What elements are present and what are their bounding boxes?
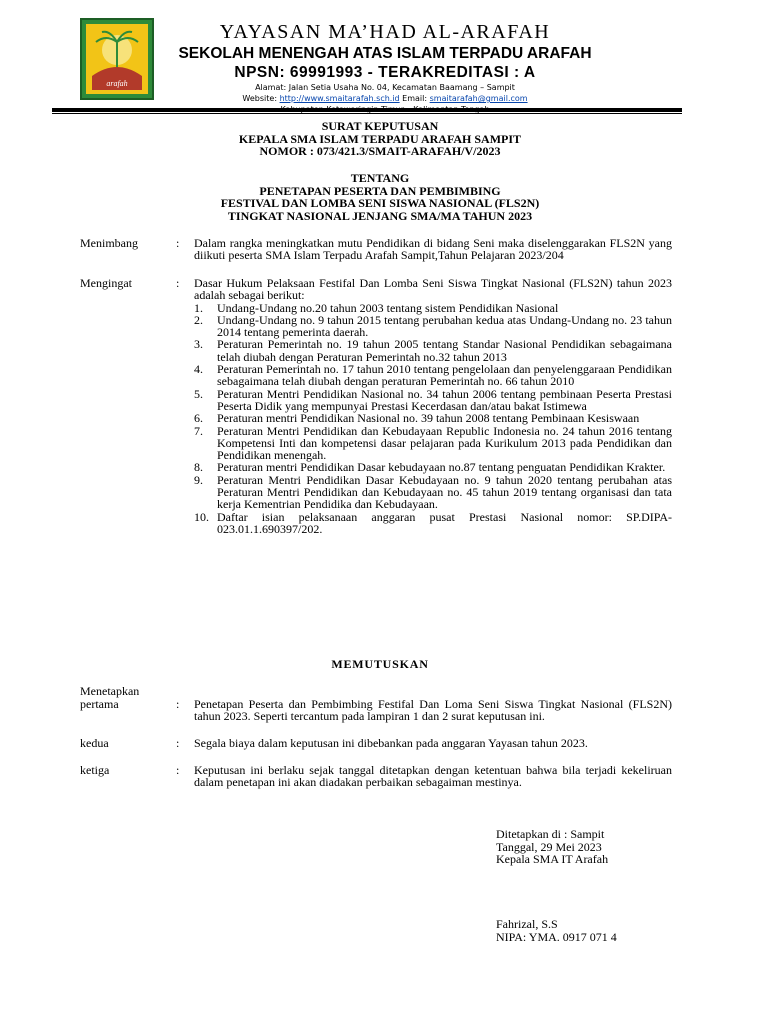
logo-text: arafah xyxy=(106,79,128,88)
decree-number: NOMOR : 073/421.3/SMAIT-ARAFAH/V/2023 xyxy=(259,144,501,158)
list-item: 8. Peraturan mentri Pendidikan Dasar kebudayaan no.87 tentang penguatan Pendidikan Krakter. xyxy=(194,460,666,475)
email-link[interactable]: smaitarafah@gmail.com xyxy=(429,94,528,103)
legal-basis-list xyxy=(194,302,672,536)
contact-line xyxy=(160,93,610,104)
list-item: 7. Peraturan Mentri Pendidikan dan Kebudayaan Republic Indonesia no. 24 tahun 2016 tentang Kompetensi Inti dan kompetensi dasar pelajaran pada Kurikulum 2013 pada Pendidikan dan Pendidikan menengah. xyxy=(194,423,672,463)
signature-block xyxy=(496,828,608,866)
mengingat-body xyxy=(194,277,672,535)
decree-title xyxy=(80,120,680,158)
menimbang-label: Menimbang xyxy=(80,236,138,250)
decree-issuer: KEPALA SMA ISLAM TERPADU ARAFAH SAMPIT xyxy=(238,131,522,146)
colon: : xyxy=(176,276,180,290)
decree-title-line: SURAT KEPUTUSAN xyxy=(321,119,439,133)
foundation-name: YAYASAN MA’HAD AL-ARAFAH xyxy=(219,21,551,43)
subject-line: TINGKAT NASIONAL JENJANG SMA/MA TAHUN 2023 xyxy=(227,208,533,223)
decision-label: ketiga xyxy=(80,763,110,777)
signature-place: Ditetapkan di : Sampit xyxy=(496,827,605,841)
list-item: 3. Peraturan Pemerintah no. 19 tahun 2005 tentang Standar Nasional Pendidikan sebagaimana telah diubah dengan Peraturan Pemerintah no.32 tahun 2013 xyxy=(194,337,672,364)
letterhead xyxy=(160,20,610,115)
decree-subject xyxy=(80,172,680,222)
decision-text: Penetapan Peserta dan Pembimbing Festifal Dan Loma Seni Siswa Tingkat Nasional (FLS2N) tahun 2023. Seperti tercantum pada lampiran 1 dan 2 surat keputusan ini. xyxy=(194,697,672,724)
signatory-nipa: NIPA: YMA. 0917 071 4 xyxy=(496,929,617,944)
school-logo xyxy=(80,18,154,100)
list-item: 5. Peraturan Mentri Pendidikan Nasional no. 34 tahun 2006 tentang pembinaan Peserta Prestasi Peserta Didik yang mempunyai Prestasi Kecerdasan dan/atau bakat Istimewa xyxy=(194,386,672,413)
subject-line: FESTIVAL DAN LOMBA SENI SISWA NASIONAL (FLS2N) xyxy=(220,196,540,210)
website-label: Website: xyxy=(242,94,280,103)
letterhead-divider-thin xyxy=(52,113,682,114)
colon: : xyxy=(176,697,180,711)
signatory-name: Fahrizal, S.S xyxy=(496,917,558,931)
colon: : xyxy=(176,236,180,250)
email-label: Email: xyxy=(399,94,430,103)
list-item: 4. Peraturan Pemerintah no. 17 tahun 2010 tentang pengelolaan dan penyelenggaraan Pendidikan sebagaimana telah diubah dengan peraturan Pemerintah no. 66 tahun 2010 xyxy=(194,362,672,389)
memutuskan-heading: MEMUTUSKAN xyxy=(331,657,429,671)
decision-label: kedua xyxy=(80,736,109,750)
npsn-accreditation: NPSN: 69991993 - TERAKREDITASI : A xyxy=(234,64,536,81)
decision-text: Segala biaya dalam keputusan ini dibebankan pada anggaran Yayasan tahun 2023. xyxy=(194,736,588,750)
subject-line: PENETAPAN PESERTA DAN PEMBIMBING xyxy=(259,183,501,198)
subject-tentang: TENTANG xyxy=(350,171,410,185)
colon: : xyxy=(176,736,180,750)
list-item: 6. Peraturan mentri Pendidikan Nasional no. 39 tahun 2008 tentang Pembinaan Kesiswaan xyxy=(194,411,640,426)
signature-position: Kepala SMA IT Arafah xyxy=(496,852,609,866)
decision-label: pertama xyxy=(80,697,119,711)
letterhead-divider-thick xyxy=(52,108,682,112)
address: Alamat: Jalan Setia Usaha No. 04, Kecamatan Baamang – Sampit xyxy=(255,83,515,92)
list-item: 10. Daftar isian pelaksanaan anggaran pusat Prestasi Nasional nomor: SP.DIPA-023.01.1.690397/202. xyxy=(194,509,672,536)
signature-date: Tanggal, 29 Mei 2023 xyxy=(496,839,602,854)
colon: : xyxy=(176,763,180,777)
mengingat-intro: Dasar Hukum Pelaksaan Festifal Dan Lomba Seni Siswa Tingkat Nasional (FLS2N) tahun 2023 adalah sebagai berikut: xyxy=(194,276,672,303)
decision-text: Keputusan ini berlaku sejak tanggal ditetapkan dengan ketentuan bahwa bila terjadi kekeliruan dalam penetapan ini akan diadakan perbaikan sebagaiman mestinya. xyxy=(194,763,672,790)
list-item: 2. Undang-Undang no. 9 tahun 2015 tentang perubahan kedua atas Undang-Undang no. 23 tahun 2014 tentang pemerinta daerah. xyxy=(194,312,672,340)
menimbang-text: Dalam rangka meningkatkan mutu Pendidikan di bidang Seni maka diselenggarakan FLS2N yang diikuti peserta SMA Islam Terpadu Arafah Sampit,Tahun Pelajaran 2023/204 xyxy=(194,236,672,263)
school-name: SEKOLAH MENENGAH ATAS ISLAM TERPADU ARAFAH xyxy=(178,45,592,62)
list-item: 1. Undang-Undang no.20 tahun 2003 tentang sistem Pendidikan Nasional xyxy=(194,300,559,315)
mengingat-label: Mengingat xyxy=(80,276,132,290)
signatory xyxy=(496,918,617,943)
website-link[interactable]: http://www.smaitarafah.sch.id xyxy=(279,94,400,103)
menetapkan-label: Menetapkan xyxy=(80,684,140,698)
list-item: 9. Peraturan Mentri Pendidikan Dasar Kebudayaan no. 9 tahun 2020 tentang perubahan atas Peraturan Mentri Pendidikan dan Kebudayaan no. 45 tahun 2019 tentang organisasi dan tata kerja Kementrian Pendidika dan Kebudayaan. xyxy=(194,472,672,512)
